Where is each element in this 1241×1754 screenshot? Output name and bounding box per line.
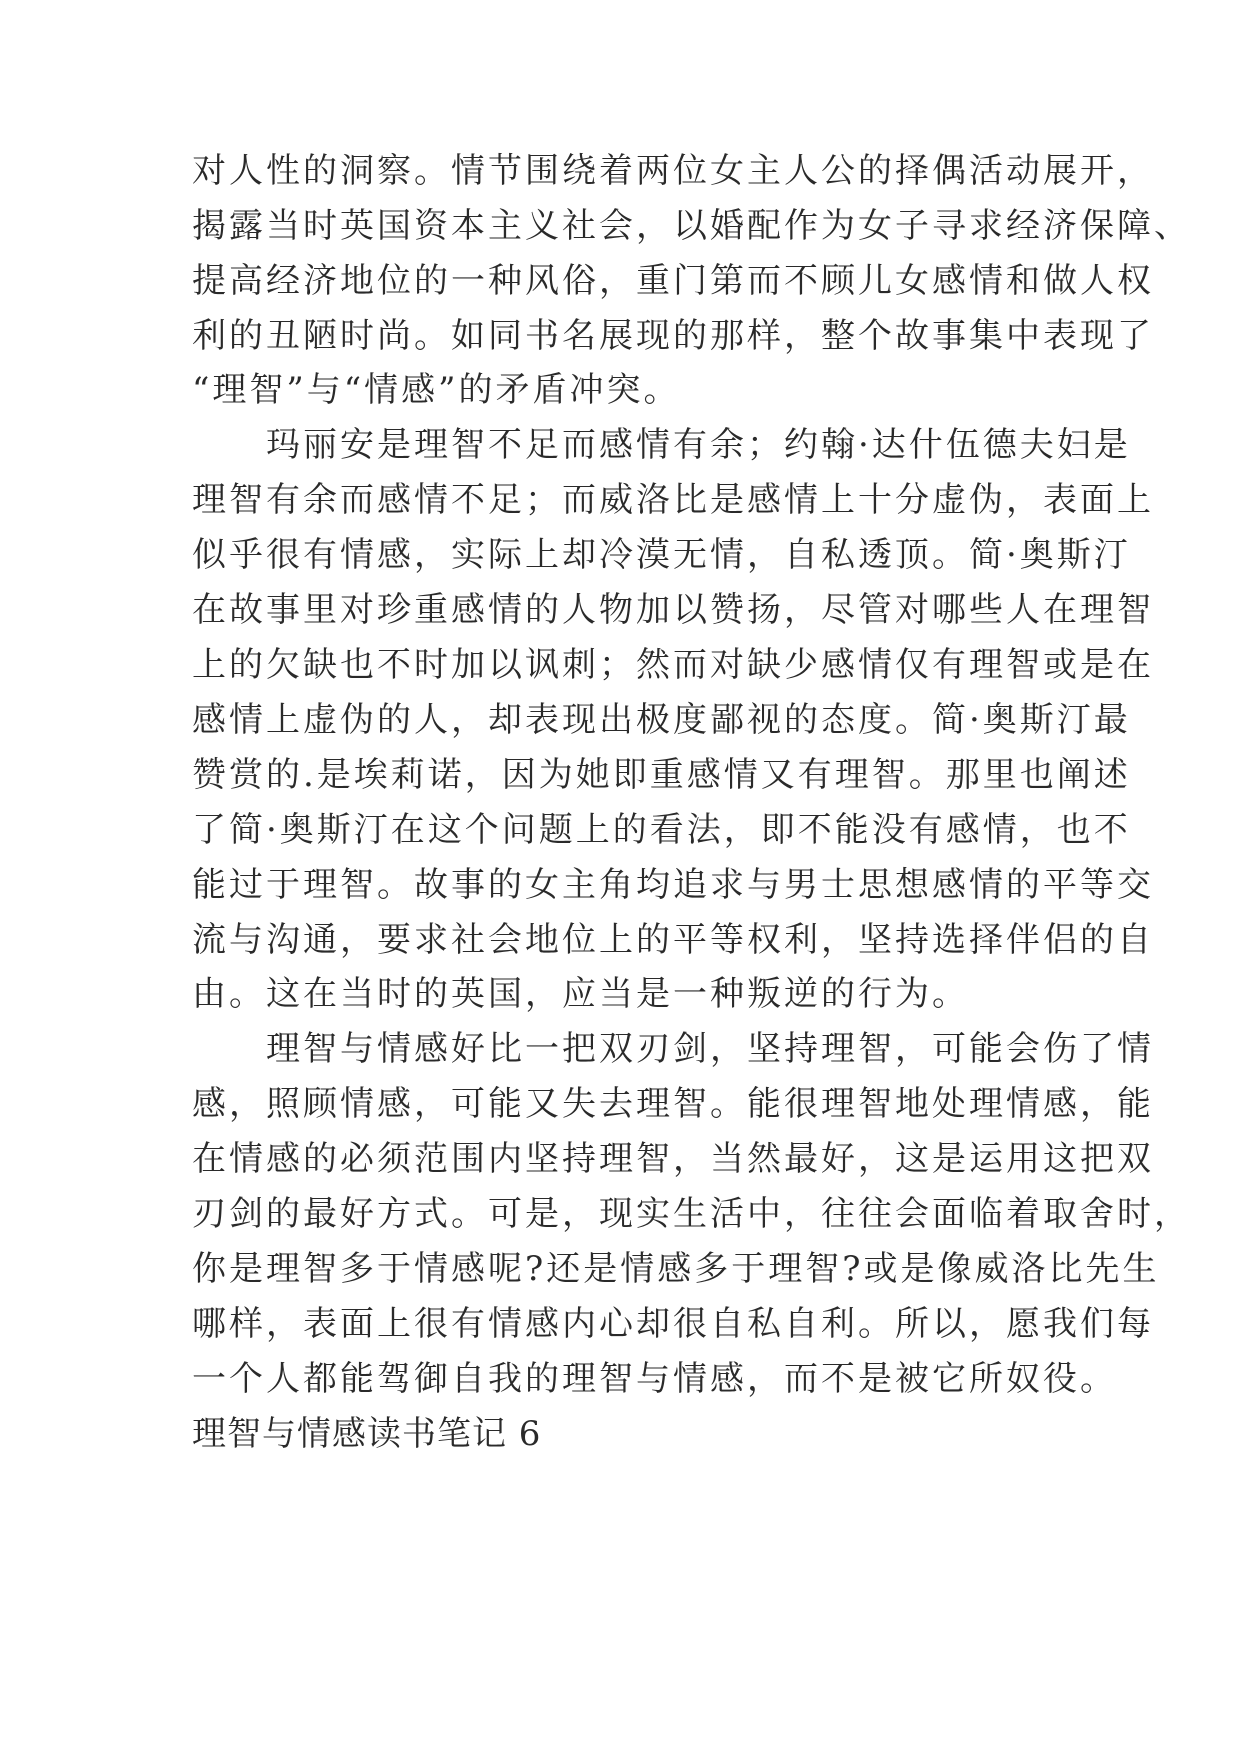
body-text-line: 在故事里对珍重感情的人物加以赞扬，尽管对哪些人在理智 (192, 590, 1154, 630)
body-text-line: 感，照顾情感，可能又失去理智。能很理智地处理情感，能 (192, 1084, 1154, 1124)
body-text-line: 上的欠缺也不时加以讽刺；然而对缺少感情仅有理智或是在 (192, 645, 1154, 685)
body-text-line: 提高经济地位的一种风俗，重门第而不顾儿女感情和做人权 (192, 261, 1154, 301)
body-text-line: 刃剑的最好方式。可是，现实生活中，往往会面临着取舍时， (192, 1194, 1191, 1234)
body-text-line: 你是理智多于情感呢?还是情感多于理智?或是像威洛比先生 (192, 1249, 1160, 1289)
body-text-line: 流与沟通，要求社会地位上的平等权利，坚持选择伴侣的自 (192, 920, 1154, 960)
paragraph-start-line: 玛丽安是理智不足而感情有余；约翰·达什伍德夫妇是 (192, 425, 1131, 465)
body-text-line: 揭露当时英国资本主义社会，以婚配作为女子寻求经济保障、 (192, 206, 1191, 246)
body-text-line: 利的丑陋时尚。如同书名展现的那样，整个故事集中表现了 (192, 316, 1154, 356)
section-heading: 理智与情感读书笔记 6 (192, 1414, 542, 1454)
body-text-line: 能过于理智。故事的女主角均追求与男士思想感情的平等交 (192, 865, 1154, 905)
body-text-line: 对人性的洞察。情节围绕着两位女主人公的择偶活动展开， (192, 151, 1154, 191)
body-text-line: 感情上虚伪的人，却表现出极度鄙视的态度。简·奥斯汀最 (192, 700, 1131, 740)
body-text-line: 一个人都能驾御自我的理智与情感，而不是被它所奴役。 (192, 1359, 1117, 1399)
body-text-line: 理智有余而感情不足；而威洛比是感情上十分虚伪，表面上 (192, 480, 1154, 520)
body-text-line: 在情感的必须范围内坚持理智，当然最好，这是运用这把双 (192, 1139, 1154, 1179)
paragraph-start-line: 理智与情感好比一把双刃剑，坚持理智，可能会伤了情 (192, 1029, 1154, 1069)
body-text-line: 由。这在当时的英国，应当是一种叛逆的行为。 (192, 974, 969, 1014)
body-text-line: 了简·奥斯汀在这个问题上的看法，即不能没有感情，也不 (192, 810, 1131, 850)
body-text-line: 似乎很有情感，实际上却冷漠无情，自私透顶。简·奥斯汀 (192, 535, 1131, 575)
body-text-line: 哪样，表面上很有情感内心却很自私自利。所以，愿我们每 (192, 1304, 1154, 1344)
body-text-line: 赞赏的.是埃莉诺，因为她即重感情又有理智。那里也阐述 (192, 755, 1131, 795)
body-text-line: “理智”与“情感”的矛盾冲突。 (192, 370, 681, 410)
